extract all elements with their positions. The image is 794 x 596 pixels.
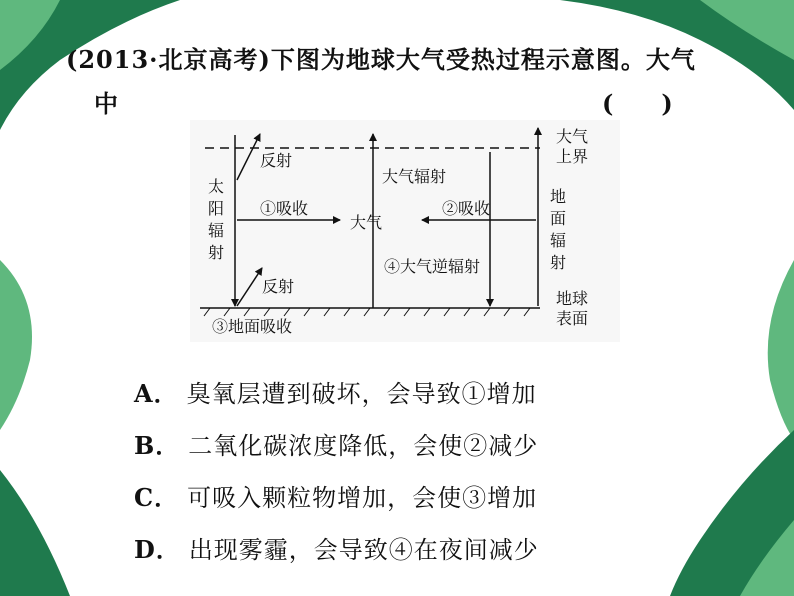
label-absorb1: ①吸收 xyxy=(260,199,309,218)
label-reflect-bottom: 反射 xyxy=(262,277,295,296)
question-text-line1: (2013·北京高考)下图为地球大气受热过程示意图。大气 xyxy=(66,45,696,74)
option-b[interactable] xyxy=(134,426,538,461)
label-atmos-radiation: 大气辐射 xyxy=(382,167,447,186)
atmosphere-heating-diagram xyxy=(190,120,620,342)
option-d[interactable] xyxy=(134,530,539,565)
label-solar-3: 辐 xyxy=(208,221,225,240)
label-ground-rad-1: 地 xyxy=(550,187,567,206)
leaf-left-mid xyxy=(0,260,32,430)
label-surface-2: 表面 xyxy=(556,309,589,328)
label-ground-absorb: ③地面吸收 xyxy=(212,317,293,336)
answer-blank: ( ) xyxy=(602,89,673,118)
label-top-boundary-2: 上界 xyxy=(556,147,589,166)
label-atmosphere: 大气 xyxy=(350,213,383,232)
option-c-label: C． xyxy=(134,483,180,512)
label-counter-rad: ④大气逆辐射 xyxy=(384,257,481,276)
option-b-text: 二氧化碳浓度降低，会使②减少 xyxy=(188,432,539,460)
label-ground-rad-3: 辐 xyxy=(550,231,567,250)
option-a[interactable] xyxy=(134,374,537,409)
question-text-line2: 中 xyxy=(94,89,119,118)
option-c[interactable] xyxy=(134,478,537,513)
label-absorb2: ②吸收 xyxy=(442,199,491,218)
label-surface-1: 地球 xyxy=(556,289,589,308)
option-d-text: 出现雾霾，会导致④在夜间减少 xyxy=(188,536,539,564)
label-ground-rad-2: 面 xyxy=(550,209,567,228)
label-ground-rad-4: 射 xyxy=(550,253,567,272)
leaf-right-mid xyxy=(768,260,794,440)
option-d-label: D． xyxy=(134,535,181,564)
option-a-text: 臭氧层遭到破坏，会导致①增加 xyxy=(186,380,537,408)
option-c-text: 可吸入颗粒物增加，会使③增加 xyxy=(187,484,538,512)
label-reflect-top: 反射 xyxy=(260,151,293,170)
label-top-boundary-1: 大气 xyxy=(556,127,589,146)
option-a-label: A． xyxy=(134,379,179,408)
label-solar-1: 太 xyxy=(208,177,225,196)
label-solar-2: 阳 xyxy=(208,199,225,218)
label-solar-4: 射 xyxy=(208,243,225,262)
option-b-label: B． xyxy=(134,431,181,460)
leaf-bottom-left xyxy=(0,470,70,596)
